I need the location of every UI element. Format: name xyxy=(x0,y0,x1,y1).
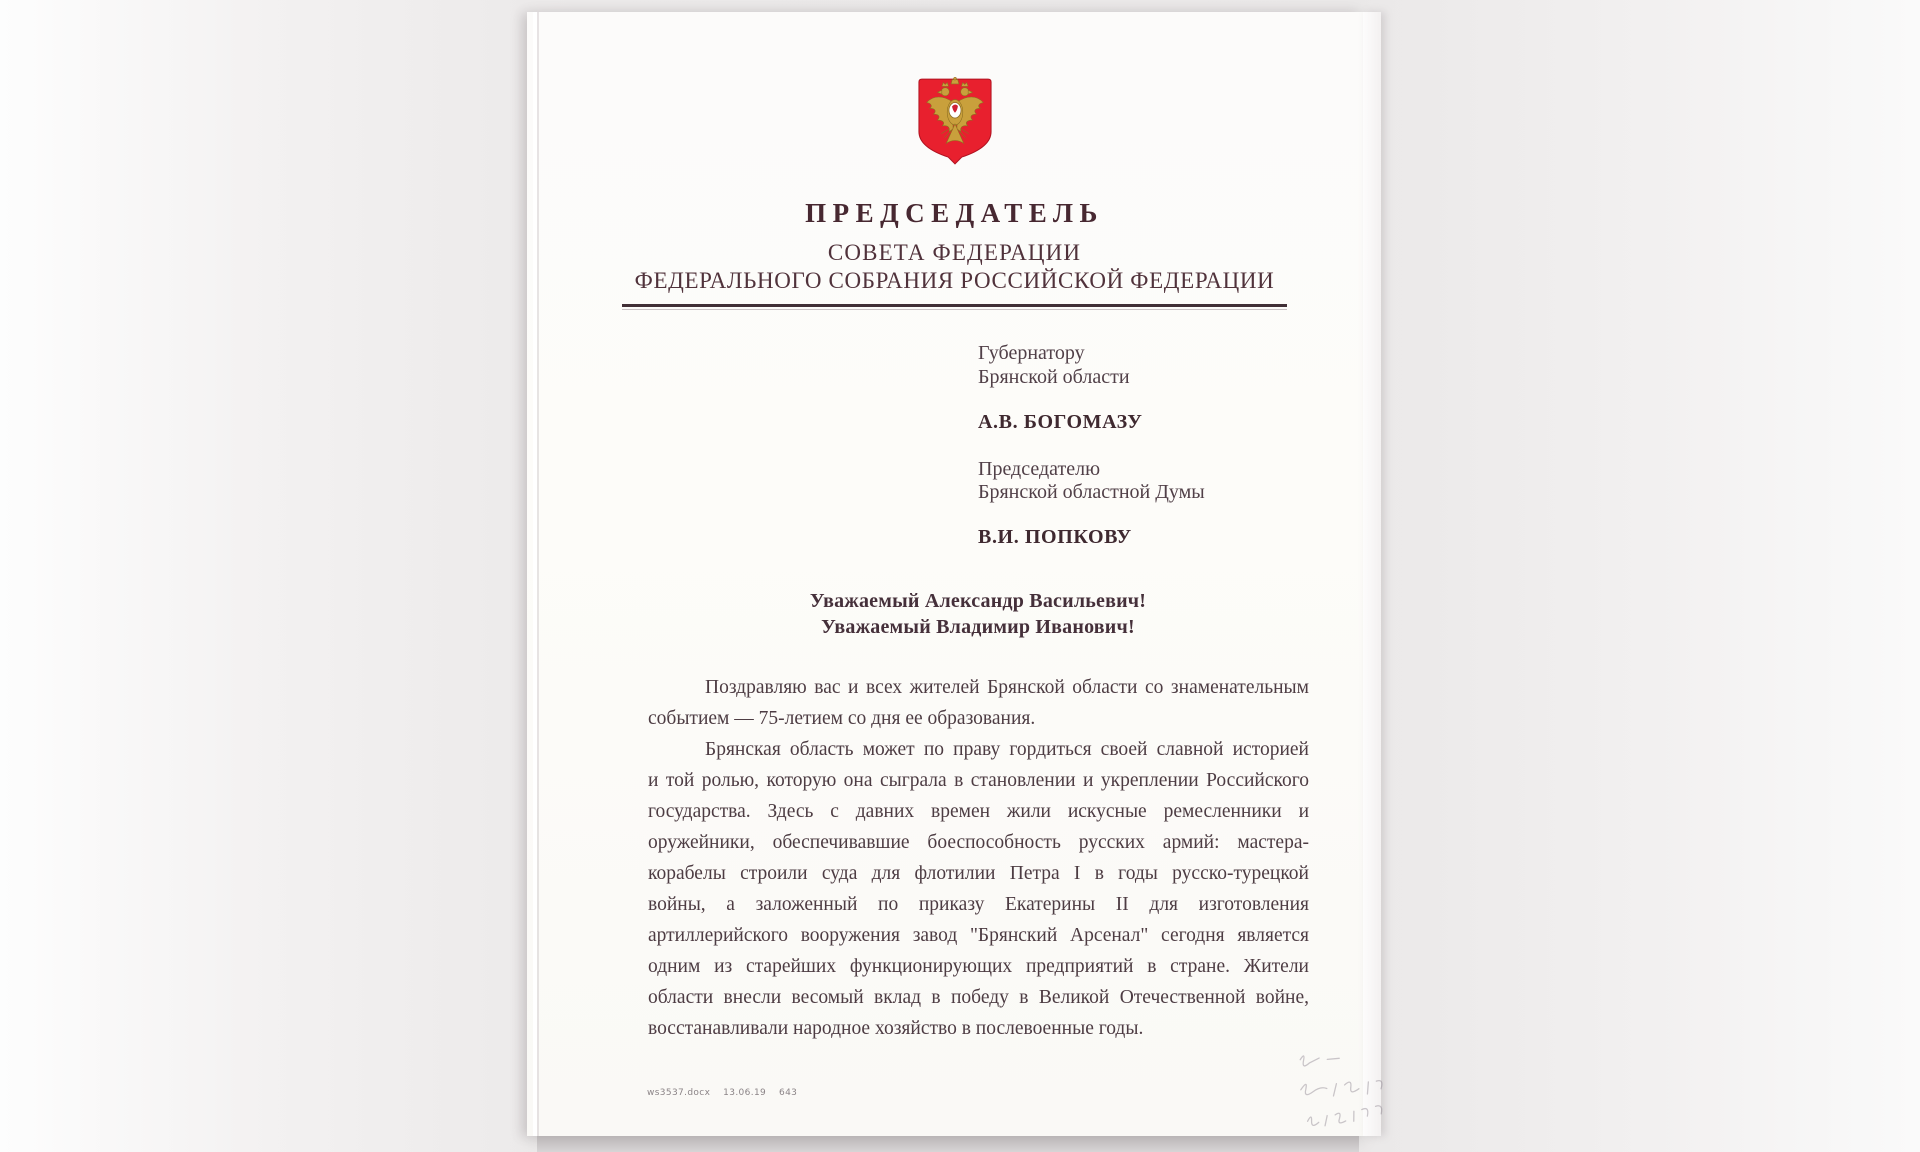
handwritten-note xyxy=(1291,1030,1489,1146)
body-line: одним из старейших функционирующих предприятий в стране. Жители xyxy=(648,956,1309,977)
body-line: событием — 75-летием со дня ее образования. xyxy=(648,708,1036,729)
letterhead-title: ПРЕДСЕДАТЕЛЬ xyxy=(805,198,1104,228)
emblem-wrap xyxy=(622,76,1287,168)
footer-note: ws3537.docx 13.06.19 643 xyxy=(647,1088,798,1098)
body-line: Поздравляю вас и всех жителей Брянской области со знаменательным xyxy=(705,677,1309,698)
body-line: и той ролью, которую она сыграла в становлении и укреплении Российского xyxy=(648,770,1309,791)
letterhead-org-line1: СОВЕТА ФЕДЕРАЦИИ xyxy=(827,240,1082,265)
letterhead-org-line2: ФЕДЕРАЛЬНОГО СОБРАНИЯ РОССИЙСКОЙ ФЕДЕРАЦИИ xyxy=(634,268,1275,293)
body-line: государства. Здесь с давних времен жили искусные ремесленники и xyxy=(648,801,1309,822)
body-line: восстанавливали народное хозяйство в послевоенные годы. xyxy=(648,1018,1144,1039)
salutation-line2: Уважаемый Владимир Иванович! xyxy=(821,616,1135,638)
letterhead-divider xyxy=(622,304,1287,310)
page-left-edge xyxy=(533,12,537,1136)
body-line: оружейники, обеспечивавшие боеспособность русских армий: мастера- xyxy=(648,832,1309,853)
recipient2-role-line2: Брянской областной Думы xyxy=(978,481,1205,503)
russian-coat-of-arms-icon xyxy=(916,76,994,166)
scan-bottom-strip xyxy=(537,1136,1359,1152)
scanned-letter-page xyxy=(527,12,1363,1136)
salutation-line1: Уважаемый Александр Васильевич! xyxy=(809,590,1147,612)
letter-body xyxy=(648,672,1309,1044)
divider-rule-light xyxy=(622,309,1287,310)
body-line: корабелы строили суда для флотилии Петра I в годы русско-турецкой xyxy=(648,863,1309,884)
recipient1-role-line2: Брянской области xyxy=(978,366,1130,388)
recipient1-name: А.В. БОГОМАЗУ xyxy=(978,411,1143,433)
recipient2-name: В.И. ПОПКОВУ xyxy=(978,526,1132,548)
recipient2-role-line1: Председателю xyxy=(978,458,1101,480)
body-line: области внесли весомый вклад в победу в Великой Отечественной войне, xyxy=(648,987,1309,1008)
body-line: войны, а заложенный по приказу Екатерины II для изготовления xyxy=(648,894,1309,915)
body-line: артиллерийского вооружения завод "Брянский Арсенал" сегодня является xyxy=(648,925,1309,946)
recipient1-role-line1: Губернатору xyxy=(978,342,1085,364)
body-line: Брянская область может по праву гордиться своей славной историей xyxy=(705,739,1309,760)
divider-rule-dark xyxy=(622,304,1287,307)
adjacent-sheet-edge xyxy=(1363,12,1381,1136)
